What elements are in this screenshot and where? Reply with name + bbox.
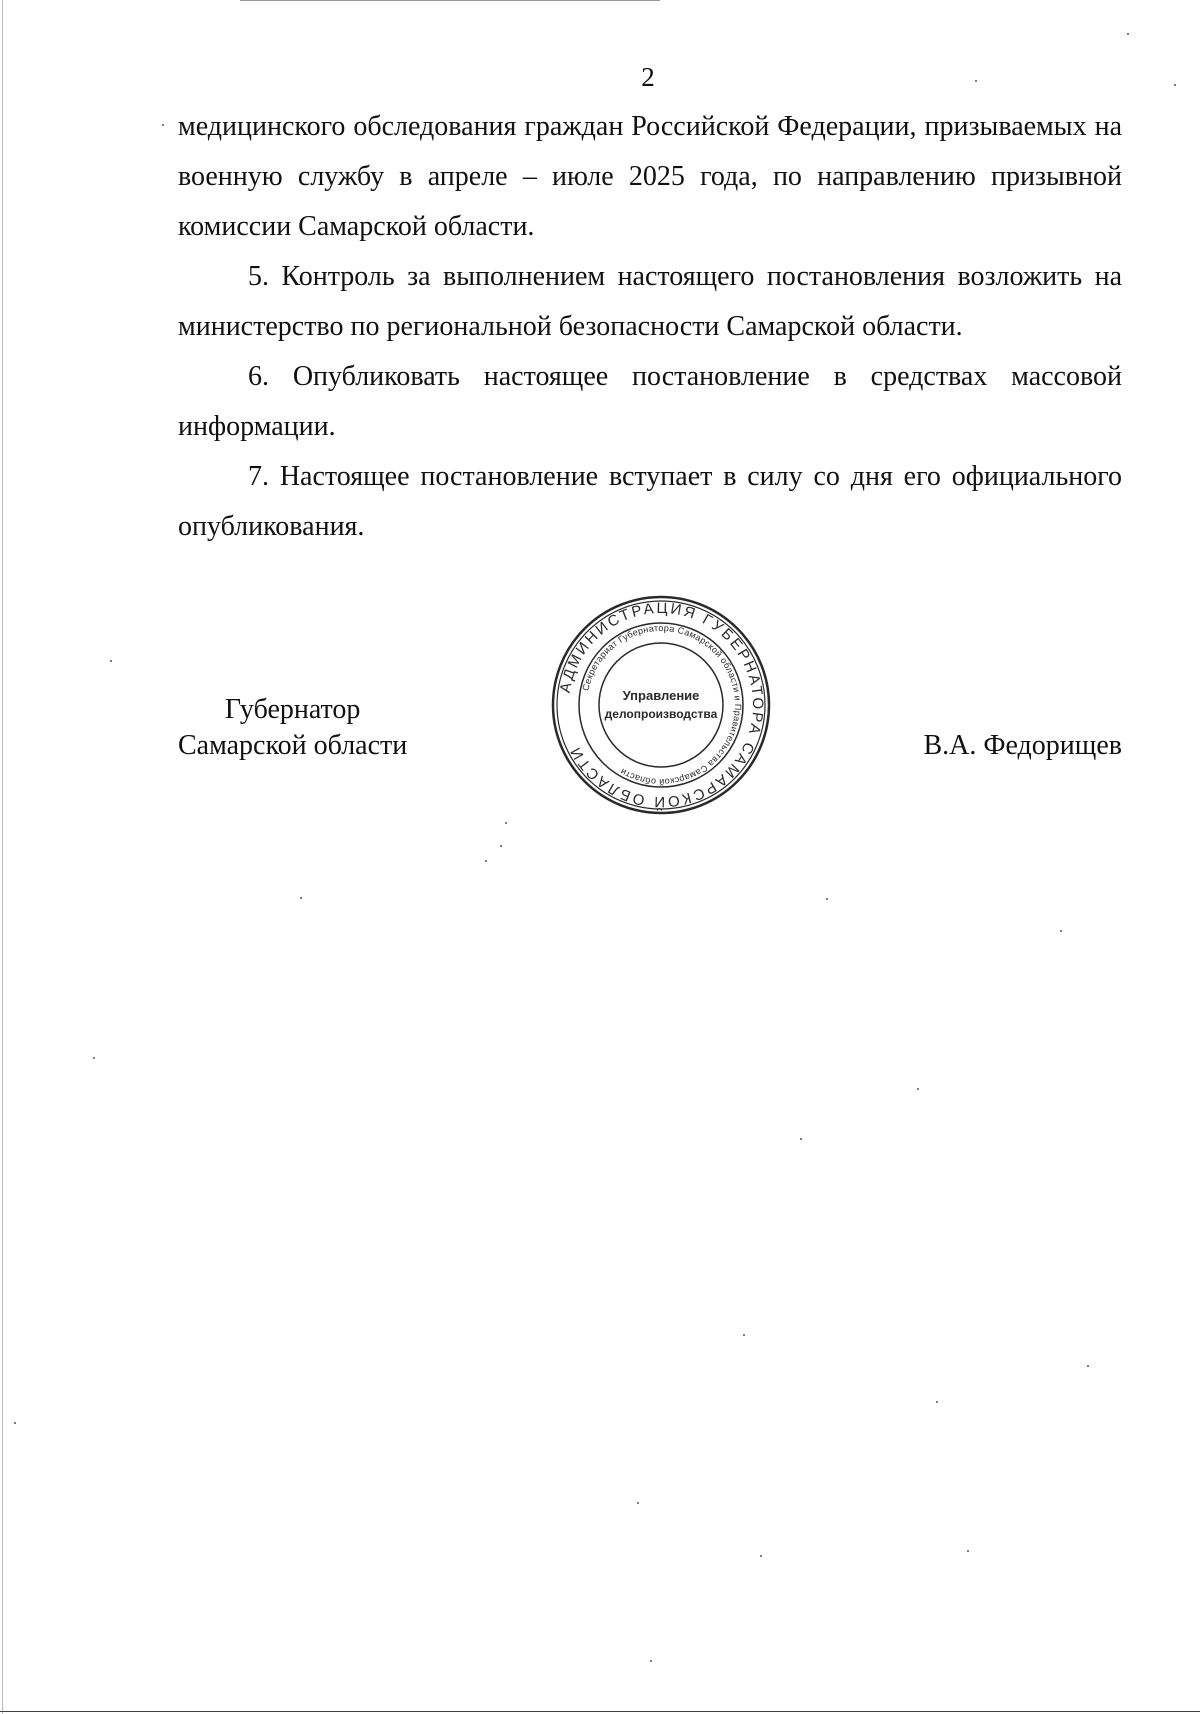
scan-speck [300,897,302,899]
scan-speck [162,124,164,126]
scan-speck [743,1334,745,1336]
seal-center-line2: делопроизводства [604,707,718,721]
official-seal [548,592,774,818]
seal-graphic [548,592,774,818]
signatory-position-line1: Губернатор [224,694,361,725]
scan-speck [110,660,112,662]
scan-speck [967,1550,969,1552]
scan-speck [936,1401,938,1403]
scan-speck [975,80,977,82]
scan-speck [1060,930,1062,932]
scan-speck [800,1138,802,1140]
signatory-position [178,692,407,764]
scan-edge-top [240,0,660,1]
scan-speck [1127,33,1129,35]
scan-speck [14,1422,16,1424]
seal-center-line1: Управление [622,688,700,703]
scan-speck [760,1555,762,1557]
seal-inner-text: Секретариат Губернатора Самарской области и Правительства Самарской области [580,622,744,788]
paragraph-continuation: медицинского обследования граждан Российской Федерации, призываемых на военную службу в апреле – июле 2025 года, по направлению призывной комиссии Самарской области. [178,111,1122,242]
scan-speck [637,1502,639,1504]
scan-speck [1174,84,1176,86]
paragraph-item-7: 7. Настоящее постановление вступает в силу со дня его официального опубликования. [178,461,1122,542]
paragraph-item-6: 6. Опубликовать настоящее постановление в средствах массовой информации. [178,361,1122,442]
scan-speck [505,822,507,824]
seal-outer-text: АДМИНИСТРАЦИЯ ГУБЕРНАТОРА САМАРСКОЙ ОБЛАСТИ [556,599,767,811]
scan-speck [93,1057,95,1059]
document-body [178,102,1122,552]
paragraph-item-5: 5. Контроль за выполнением настоящего постановления возложить на министерство по региональной безопасности Самарской области. [178,261,1122,342]
scan-edge-bottom [0,1711,1200,1712]
seal-center-ring [599,643,723,767]
signatory-name: В.А. Федорищев [923,730,1122,761]
scan-speck [485,860,487,862]
page-number: 2 [641,62,655,92]
scan-speck [500,845,502,847]
scan-speck [826,898,828,900]
scan-speck [650,1660,652,1662]
scan-speck [917,1088,919,1090]
scan-speck [1087,1365,1089,1367]
signatory-position-line2: Самарской области [178,730,408,761]
scan-edge-left [2,0,3,1714]
